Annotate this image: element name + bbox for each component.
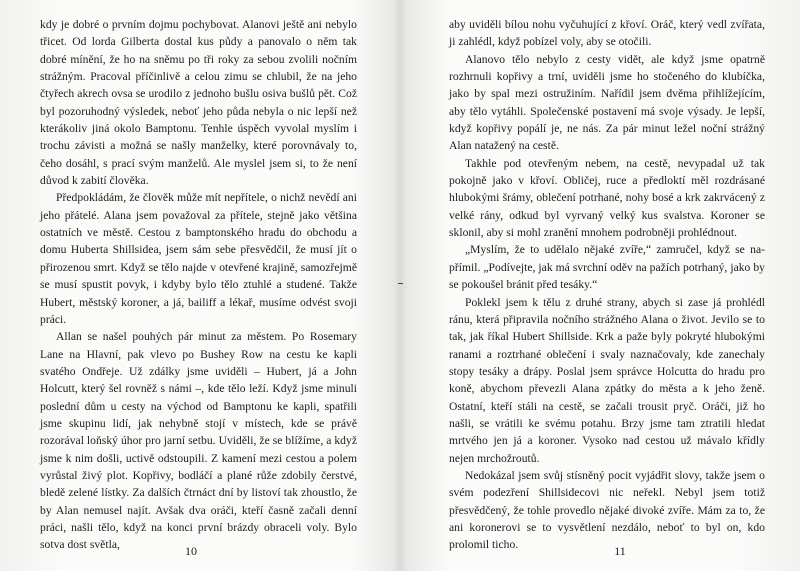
paragraph: Poklekl jsem k tělu z druhé strany, abych si zase já prohlédl ránu, která připravila nočního strážného Alana o život. Jevilo se to tak, jak říkal Hubert Shillside. Krk a paže byly pokryté hlubokými ranami a roztrhané oblečení i svaly naznačovaly, kde zanechaly stopy tesáky a drápy. Poslal jsem správce Holcutta do hradu pro koně, abychom převezli Alana zpátky do města a k jeho ženě. Ostatní, kteří stáli na cestě, se začali trousit pryč. Oráči, již ho našli, se vrátili ke svému potahu. Brzy jsme tam ztratili hledat mrtvého jen já a koroner. Vysoko nad cestou už mávalo křídly nejen mrchožroutů. [449,295,765,465]
paragraph: „Myslím, že to udělalo nějaké zvíře,“ zamručel, když se napřímil. „Podívejte, jak má svrchní oděv na pažích potrhaný, jako by se pokoušel bránit před tesáky.“ [449,243,765,292]
paragraph: Alanovo tělo nebylo z cesty vidět, ale když jsme opatrně rozhrnuli kopřivy a trní, uviděli jsme ho stočeného do klubíčka, jako by spal mezi ostružiním. Nařídil jsem dvěma přihlížejícím, aby tělo vytáhli. Společenské postavení má svoje výsady. Je lepší, když kopřivy popálí je, ne nás. Za pár minut ležel noční strážný Alan natažený na cestě. [449,52,765,153]
paragraph: Nedokázal jsem svůj stísněný pocit vyjádřit slovy, takže jsem o svém podezření Shillsidecovi nic neřekl. Nebyl jsem totiž přesvědčený, že tohle provedlo nějaké divoké zvíře. Mám za to, že ani koronerovi se to vysvětlení nezdálo, neboť to byl on, kdo prolomil ticho. [449,468,765,552]
paragraph: aby uviděli bílou nohu vyčuhující z křoví. Oráč, který vedl zvířata, ji zahlédl, když pobízel voly, aby se otočili. [449,18,765,49]
paragraph: kdy je dobré o prvním dojmu pochybovat. Alanovi ještě ani nebylo třicet. Od lorda Gilberta dostal kus půdy a panovalo o něm tak dobré mínění, že ho na sněmu po tři roky za sebou zvolili nočním strážným. Pracoval příčinlivě a celou zimu se chlubil, že na jeho čtyřech akrech ovsa se urodilo z jednoho bušlu osiva bušlů pět. Což byl pozoruhodný výsledek, neboť jeho půda nebyla o nic lepší než kterákoliv jiná okolo Bamptonu. Tenhle úspěch vyvolal myslím i trochu závisti a možná se našly manželky, které porovnávaly to, čeho dosáhl, s prací svým manželů. Ale myslel jsem si, to že není důvod k zabití člověka. [40,18,357,188]
right-page-text [449,16,765,554]
page-number: 11 [614,544,626,558]
paragraph: Předpokládám, že člověk může mít nepřítele, o nichž nevědí ani jeho přátelé. Alana jsem považoval za přítele, stejně jako většina ostatních ve městě. Cestou z bamptonského hradu do obchodu a domu Huberta Shillsidea, jsem sám sebe přesvědčil, že musí jít o přirozenou smrt. Když se tělo najde v otevřené krajině, samozřejmě se musí spustit povyk, i kdyby bylo tělo ztuhlé a studené. Takže Hubert, městský koroner, a já, bailiff a lékař, musíme odvést svoji práci. [40,191,357,326]
right-page [400,0,800,571]
paragraph: Allan se našel pouhých pár minut za městem. Po Rosemary Lane na Hlavní, pak vlevo po Bushey Row na cestu ke kapli svatého Ondřeje. Už zdálky jsme uviděli – Hubert, já a John Holcutt, který šel rovněž s námi –, kde tělo leží. Když jsme minuli poslední dům u cesty na východ od Bamptonu ke kapli, spatřili jsme skupinu lidí, jak nehybně stojí v místech, kde se právě rozorával loňský úhor pro jarní setbu. Uviděli, že se blížíme, a když jsme k nim došli, uctivě odstoupili. Z kamení mezi cestou a polem vyrůstal živý plot. Kopřivy, bodláčí a plané růže zdobily čerstvé, bledě zelené lístky. Za dalších čtrnáct dní by listoví tak zhoustlo, že by Alan nemusel najít. Avšak dva oráči, kteří časně začali denní práci, našli tělo, když na konci první brázdy obraceli voly. Bylo sotva dost světla, [40,330,357,552]
left-page-text [40,16,357,554]
paragraph: Takhle pod otevřeným nebem, na cestě, nevypadal už tak pokojně jako v křoví. Obličej, ruce a předloktí měl rozdrásané hlubokými šrámy, oblečení potrhané, nohy bosé a krk zakrvácený z velké rány, odkud byl vyrvaný velký kus svalstva. Koroner se sklonil, aby si mohl zranění mnohem podrobněji prohlédnout. [449,156,765,240]
page-number: 10 [185,544,197,558]
